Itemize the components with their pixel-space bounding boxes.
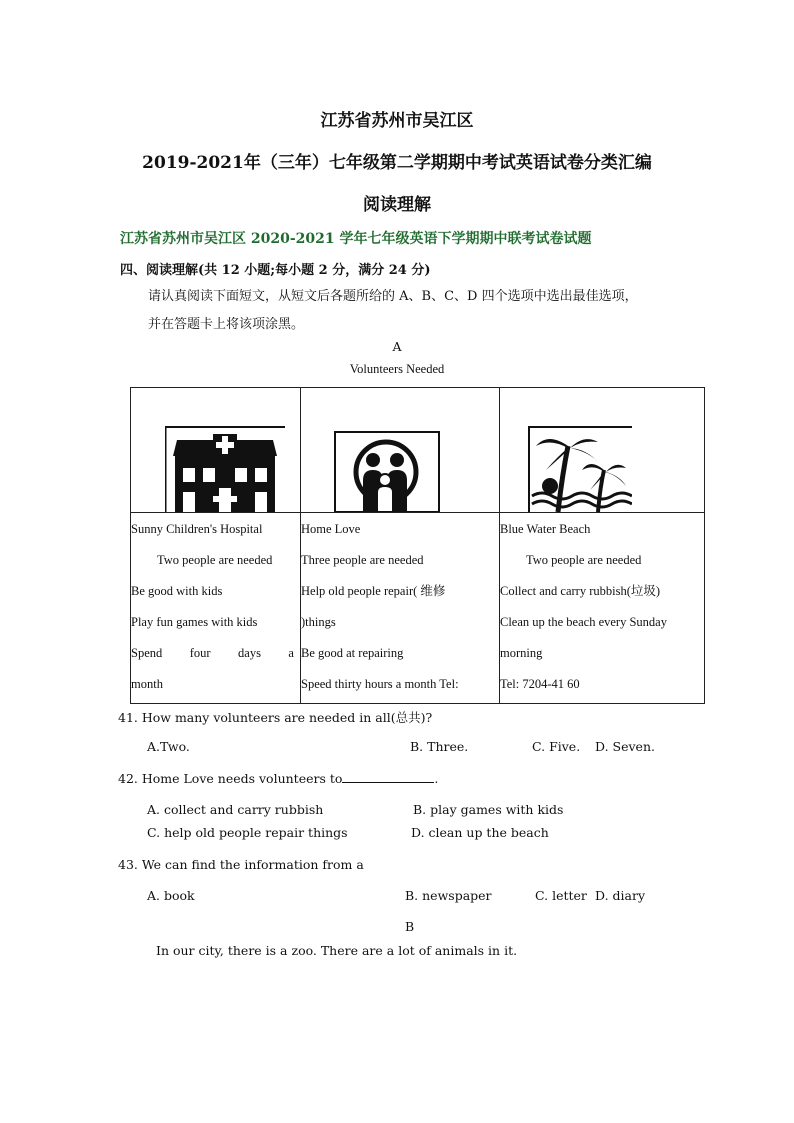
question-42-end: . (434, 771, 439, 786)
hospital-line-1: Two people are needed (157, 553, 273, 567)
beach-line-5: Tel: 7204-41 60 (500, 677, 580, 691)
question-43-stem: 43. We can find the information from a (118, 857, 364, 872)
beach-details (500, 513, 705, 704)
q42-option-d: D. clean up the beach (411, 825, 549, 840)
hospital-line-5: month (131, 677, 163, 691)
passage-a-title: Volunteers Needed (349, 362, 445, 376)
document-title: 江苏省苏州市吴江区 (320, 111, 474, 131)
answer-blank (342, 770, 434, 783)
document-subtitle: 2019-2021年（三年）七年级第二学期期中考试英语试卷分类汇编 (142, 153, 652, 173)
palm-beach-icon (528, 426, 632, 512)
q43-option-c: C. letter (535, 888, 587, 903)
q41-option-b: B. Three. (410, 739, 469, 754)
q41-option-c: C. Five. (532, 739, 581, 754)
beach-line-1: Two people are needed (526, 553, 642, 567)
hospital-image-cell (131, 388, 301, 513)
hospital-icon (165, 426, 285, 512)
q43-option-d: D. diary (595, 888, 646, 903)
q41-option-d: D. Seven. (595, 739, 655, 754)
q41-option-a: A.Two. (147, 739, 190, 754)
volunteers-table (130, 387, 705, 704)
hospital-line-2: Be good with kids (131, 584, 223, 598)
q43-option-a: A. book (147, 888, 195, 903)
hospital-details (131, 513, 301, 704)
passage-a-letter: A (392, 339, 402, 354)
hospital-line-3: Play fun games with kids (131, 615, 258, 629)
home-love-line-3: )things (301, 615, 336, 629)
q43-option-b: B. newspaper (405, 888, 492, 903)
question-41-stem: 41. How many volunteers are needed in all(总共)? (118, 710, 433, 725)
beach-line-2: Collect and carry rubbish(垃圾) (500, 584, 661, 598)
beach-line-4: morning (500, 646, 543, 660)
q42-option-a: A. collect and carry rubbish (147, 802, 324, 817)
four-word: four (189, 646, 211, 660)
a-word: a (288, 646, 294, 660)
home-love-details (301, 513, 500, 704)
q42-option-b: B. play games with kids (413, 802, 564, 817)
hospital-line-4 (131, 641, 300, 672)
passage-b-first-line: In our city, there is a zoo. There are a lot of animals in it. (156, 943, 518, 958)
days-word: days (238, 646, 261, 660)
home-love-line-4: Be good at repairing (301, 646, 404, 660)
home-love-line-2: Help old people repair( 维修 (301, 584, 446, 598)
passage-b-letter: B (405, 919, 415, 934)
beach-name: Blue Water Beach (500, 522, 591, 536)
exam-source-title: 江苏省苏州市吴江区 2020-2021 学年七年级英语下学期期中联考试卷试题 (120, 231, 592, 247)
family-image-cell (301, 388, 500, 513)
hospital-name: Sunny Children's Hospital (131, 522, 263, 536)
home-love-line-1: Three people are needed (301, 553, 424, 567)
question-42-text: 42. Home Love needs volunteers to (118, 771, 343, 786)
home-love-line-5: Speed thirty hours a month Tel: (301, 677, 459, 691)
instruction-line-2: 并在答题卡上将该项涂黑。 (148, 317, 305, 332)
section-heading: 四、阅读理解(共 12 小题;每小题 2 分，满分 24 分) (120, 263, 431, 278)
question-42-stem (118, 770, 438, 786)
family-icon (333, 430, 441, 512)
spend-word: Spend (131, 646, 163, 660)
q42-option-c: C. help old people repair things (147, 825, 348, 840)
beach-line-3: Clean up the beach every Sunday (500, 615, 667, 629)
section-topic-title: 阅读理解 (363, 195, 431, 215)
home-love-name: Home Love (301, 522, 361, 536)
instruction-line-1: 请认真阅读下面短文，从短文后各题所给的 A、B、C、D 四个选项中选出最佳选项， (148, 289, 638, 304)
beach-image-cell (500, 388, 705, 513)
